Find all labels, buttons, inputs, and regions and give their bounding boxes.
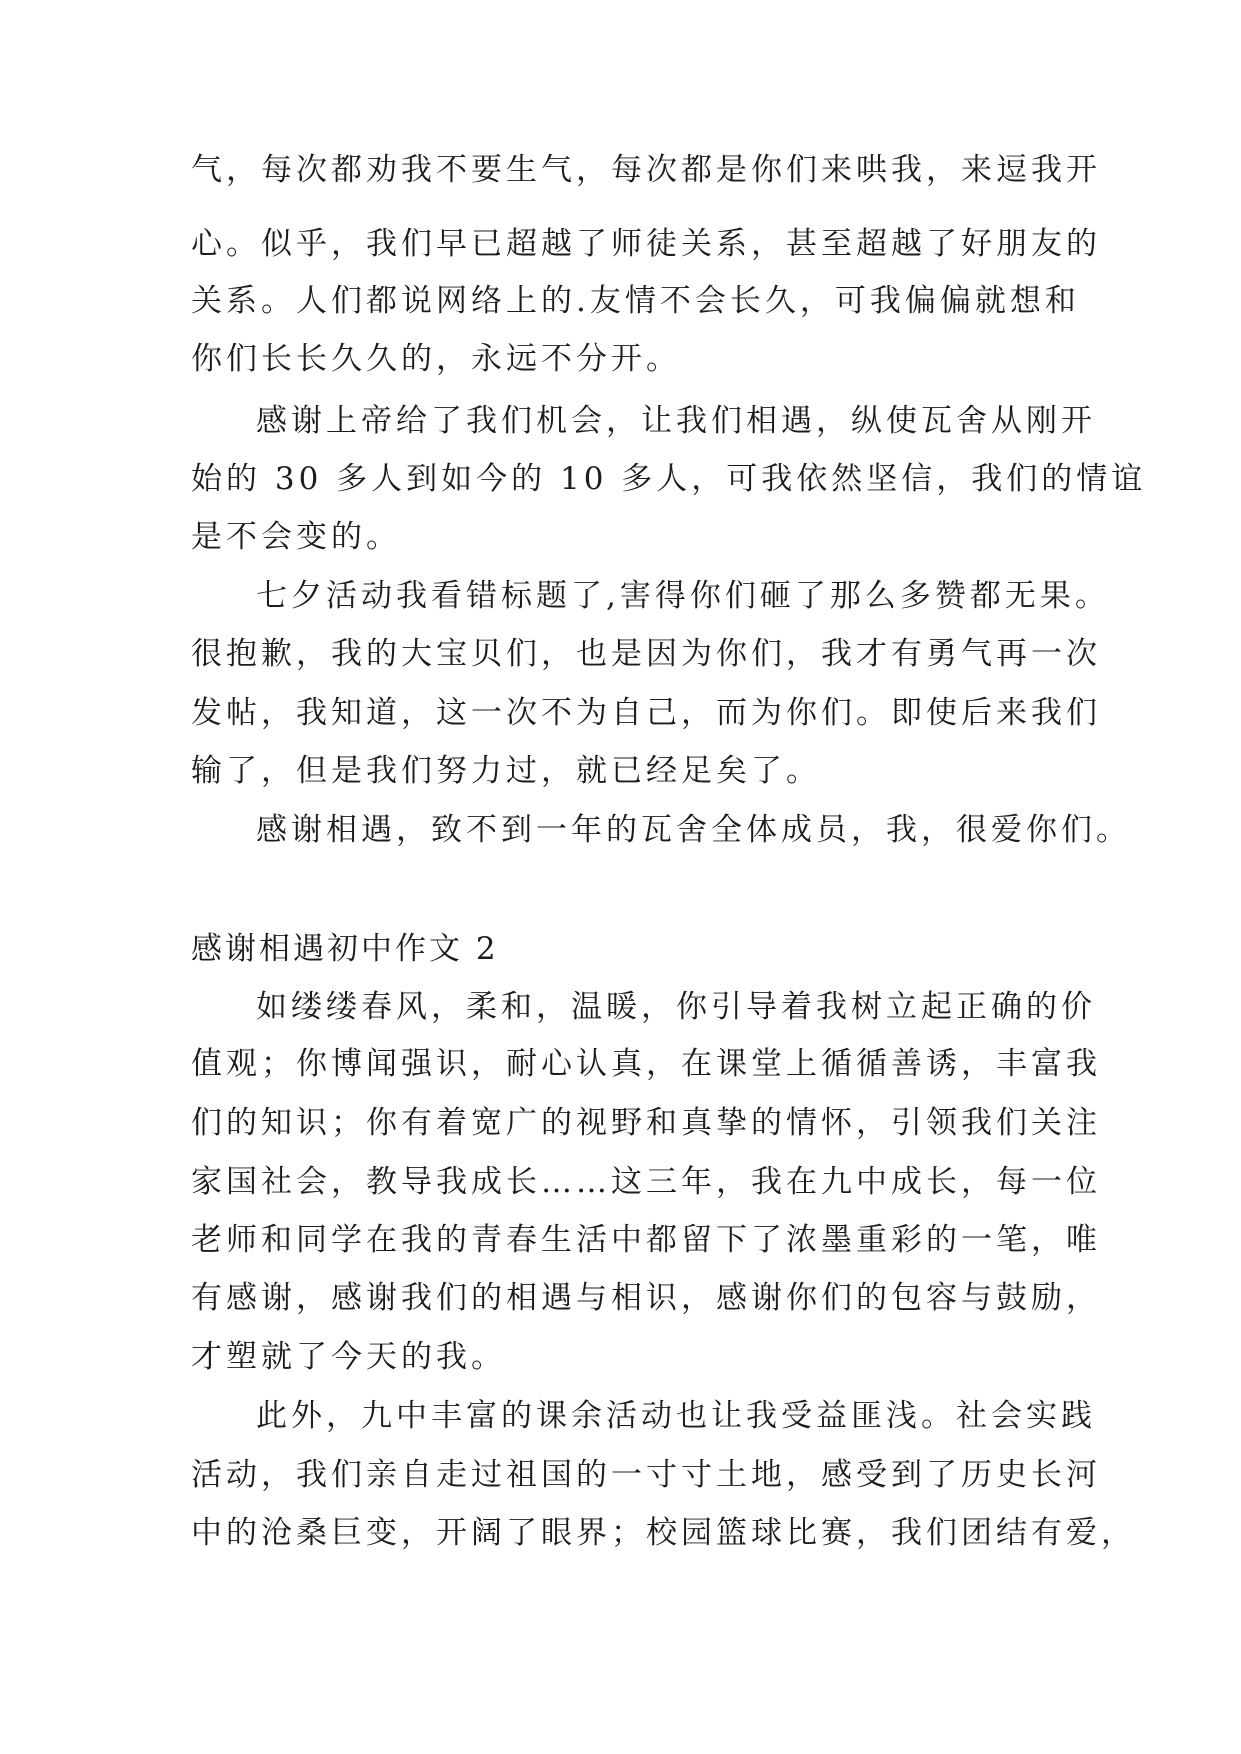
text-line: 心。似乎，我们早已超越了师徒关系，甚至超越了好朋友的 (191, 226, 1101, 262)
text-line: 值观；你博闻强识，耐心认真，在课堂上循循善诱，丰富我 (191, 1046, 1101, 1082)
text-line: 输了，但是我们努力过，就已经足矣了。 (191, 753, 821, 789)
text-line: 气，每次都劝我不要生气，每次都是你们来哄我，来逗我开 (191, 152, 1101, 188)
text-line: 很抱歉，我的大宝贝们，也是因为你们，我才有勇气再一次 (191, 636, 1101, 672)
text-line: 关系。人们都说网络上的.友情不会长久，可我偏偏就想和 (191, 283, 1080, 319)
text-line: 感谢上帝给了我们机会，让我们相遇，纵使瓦舍从刚开 (256, 403, 1096, 439)
text-line: 活动，我们亲自走过祖国的一寸寸土地，感受到了历史长河 (191, 1457, 1101, 1493)
text-line: 有感谢，感谢我们的相遇与相识，感谢你们的包容与鼓励， (191, 1280, 1101, 1316)
text-line: 发帖，我知道，这一次不为自己，而为你们。即使后来我们 (191, 695, 1101, 731)
text-line: 才塑就了今天的我。 (191, 1339, 506, 1375)
text-line: 家国社会，教导我成长……这三年，我在九中成长，每一位 (191, 1164, 1101, 1200)
text-line: 七夕活动我看错标题了,害得你们砸了那么多赞都无果。 (256, 578, 1110, 614)
text-line: 老师和同学在我的青春生活中都留下了浓墨重彩的一笔，唯 (191, 1222, 1101, 1258)
text-line: 中的沧桑巨变，开阔了眼界；校园篮球比赛，我们团结有爱， (191, 1515, 1136, 1551)
text-line: 感谢相遇，致不到一年的瓦舍全体成员，我，很爱你们。 (256, 812, 1131, 848)
text-line: 你们长长久久的，永远不分开。 (191, 341, 681, 377)
text-line: 们的知识；你有着宽广的视野和真挚的情怀，引领我们关注 (191, 1105, 1101, 1141)
section-heading: 感谢相遇初中作文 2 (191, 931, 499, 967)
text-line: 此外，九中丰富的课余活动也让我受益匪浅。社会实践 (256, 1398, 1096, 1434)
text-line: 如缕缕春风，柔和，温暖，你引导着我树立起正确的价 (256, 989, 1096, 1025)
text-line: 是不会变的。 (191, 519, 401, 555)
text-line: 始的 30 多人到如今的 10 多人，可我依然坚信，我们的情谊 (191, 461, 1147, 497)
